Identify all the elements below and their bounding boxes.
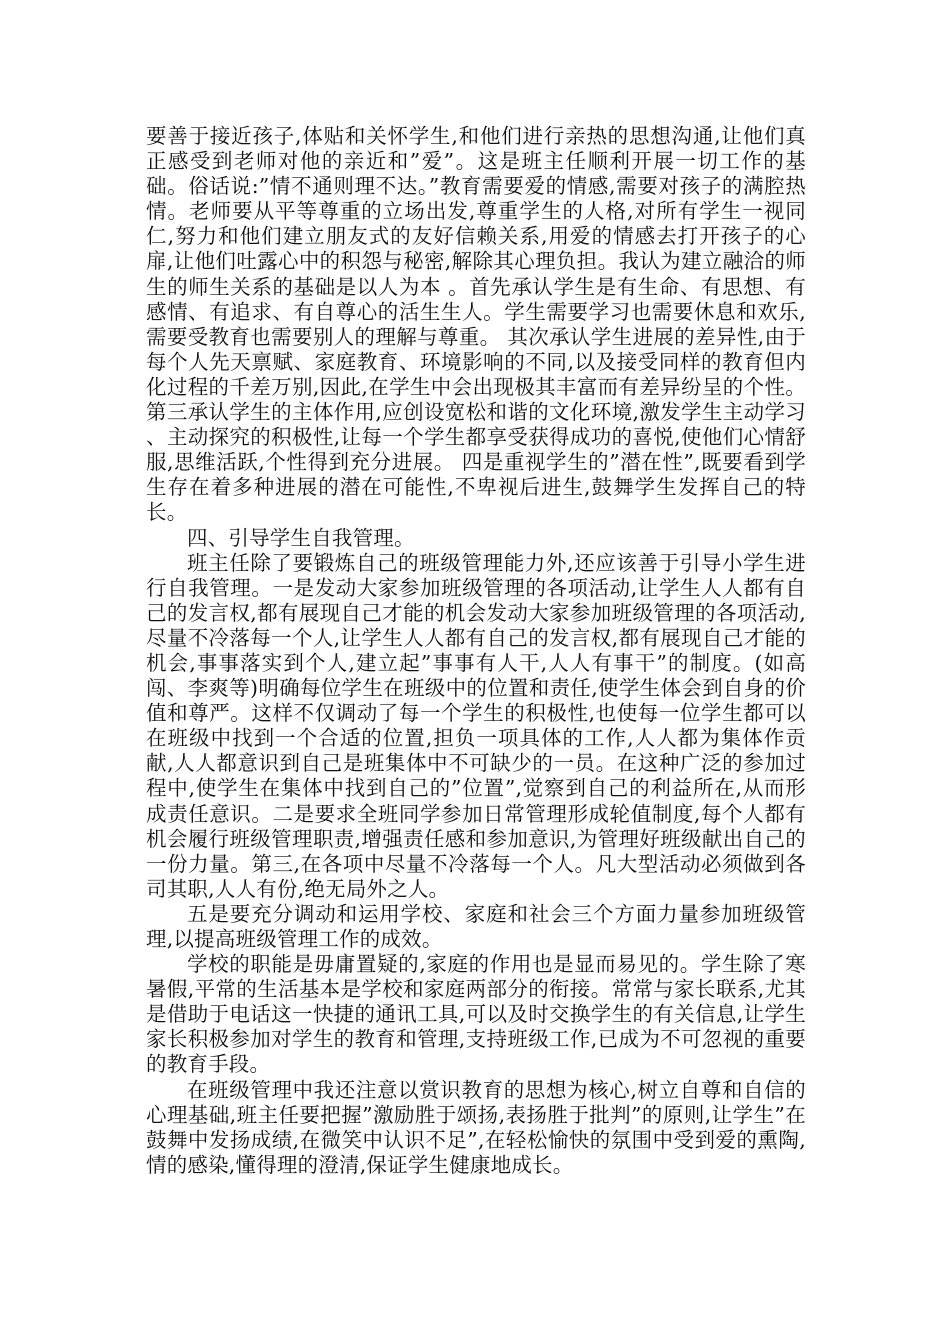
paragraph-love-and-respect: 要善于接近孩子,体贴和关怀学生,和他们进行亲热的思想沟通,让他们真正感受到老师对他的亲近和”爱”。这是班主任顺利开展一切工作的基础。俗话说:”情不通则理不达。”教育需要爱的情感,需要对孩子的满腔热情。老师要从平等尊重的立场出发,尊重学生的人格,对所有学生一视同仁,努力和他们建立朋友式的友好信赖关系,用爱的情感去打开孩子的心扉,让他们吐露心中的积怨与秘密,解除其心理负担。我认为建立融洽的师生的师生关系的基础是以人为本 。首先承认学生是有生命、有思想、有感情、有追求、有自尊心的活生生人。学生需要学习也需要休息和欢乐,需要受教育也需要别人的理解与尊重。 其次承认学生进展的差异性,由于每个人先天禀赋、家庭教育、环境影响的不同,以及接受同样的教育但内化过程的千差万别,因此,在学生中会出现极其丰富而有差异纷呈的个性。 第三承认学生的主体作用,应创设宽松和谐的文化环境,激发学生主动学习 、主动探究的积极性,让每一个学生都享受获得成功的喜悦,使他们心情舒服,思维活跃,个性得到充分进展。 四是重视学生的”潜在性”,既要看到学生存在着多种进展的潜在可能性,不卑视后进生,鼓舞学生发挥自己的特长。: [146, 124, 806, 525]
paragraph-school-family-society: 五是要充分调动和运用学校、家庭和社会三个方面力量参加班级管理,以提高班级管理工作的成效。: [146, 901, 806, 951]
paragraph-home-school-link: 学校的职能是毋庸置疑的,家庭的作用也是显而易见的。学生除了寒暑假,平常的生活基本是学校和家庭两部分的衔接。常常与家长联系,尤其是借助于电话这一快捷的通讯工具,可以及时交换学生的有关信息,让学生家长积极参加对学生的教育和管理,支持班级工作,已成为不可忽视的重要的教育手段。: [146, 952, 806, 1077]
paragraph-self-management: 班主任除了要锻炼自己的班级管理能力外,还应该善于引导小学生进行自我管理。一是发动大家参加班级管理的各项活动,让学生人人都有自己的发言权,都有展现自己才能的机会发动大家参加班级管理的各项活动,尽量不冷落每一个人,让学生人人都有自己的发言权,都有展现自己才能的机会,事事落实到个人,建立起”事事有人干,人人有事干”的制度。(如高闯、李爽等)明确每位学生在班级中的位置和责任,使学生体会到自身的价值和尊严。这样不仅调动了每一个学生的积极性,也使每一位学生都可以在班级中找到一个合适的位置,担负一项具体的工作,人人都为集体作贡献,人人都意识到自己是班集体中不可缺少的一员。在这种广泛的参加过程中,使学生在集体中找到自己的”位置”,觉察到自己的利益所在,从而形成责任意识。二是要求全班同学参加日常管理形成轮值制度,每个人都有机会履行班级管理职责,增强责任感和参加意识,为管理好班级献出自己的一份力量。第三,在各项中尽量不冷落每一个人。凡大型活动必须做到各司其职,人人有份,绝无局外之人。: [146, 550, 806, 901]
paragraph-appreciation-education: 在班级管理中我还注意以赏识教育的思想为核心,树立自尊和自信的心理基础,班主任要把握”激励胜于颂扬,表扬胜于批判”的原则,让学生”在鼓舞中发扬成绩,在微笑中认识不足”,在轻松愉快的氛围中受到爱的熏陶,情的感染,懂得理的澄清,保证学生健康地成长。: [146, 1077, 806, 1177]
section-heading-self-management: 四、引导学生自我管理。: [187, 525, 415, 550]
document-page: [146, 124, 806, 1178]
